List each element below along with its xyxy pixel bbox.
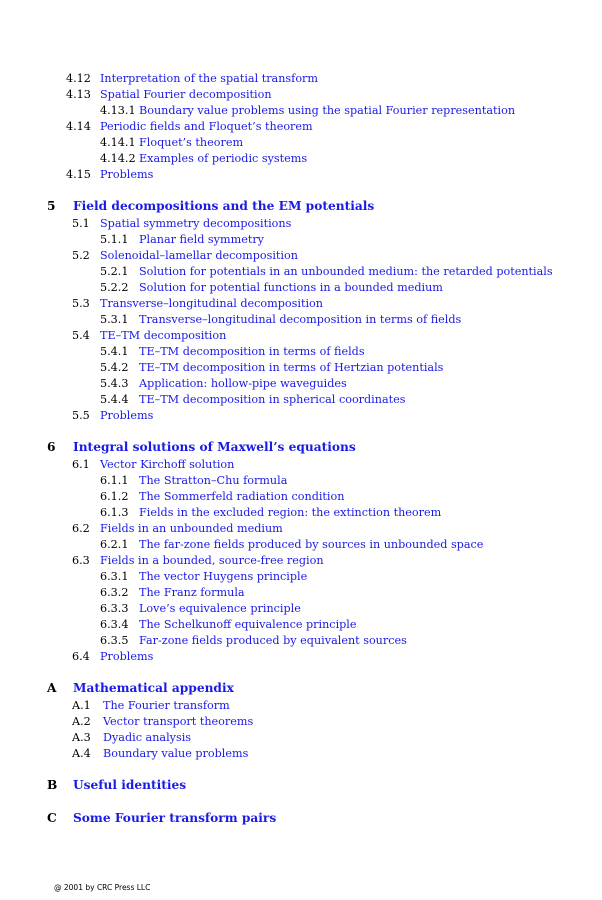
toc-subsection (0, 151, 602, 167)
toc-link[interactable]: Periodic fields and Floquet’s theorem (100, 120, 313, 133)
toc-number: 6.2.1 (100, 538, 129, 551)
toc-link[interactable]: Planar field symmetry (139, 233, 264, 246)
toc-chapter (0, 196, 602, 216)
toc-link[interactable]: Spatial symmetry decompositions (100, 217, 292, 230)
toc-subsection (0, 585, 602, 601)
toc-link[interactable]: Field decompositions and the EM potentials (73, 199, 375, 213)
toc-link[interactable]: Application: hollow-pipe waveguides (139, 377, 347, 390)
toc-link[interactable]: TE–TM decomposition in spherical coordinates (139, 393, 406, 406)
toc-link[interactable]: The Franz formula (139, 586, 245, 599)
toc-link[interactable]: Solution for potentials in an unbounded medium: the retarded potentials (139, 265, 553, 278)
toc-link[interactable]: Spatial Fourier decomposition (100, 88, 272, 101)
toc-number: 5.4.3 (100, 377, 129, 390)
toc-number: 5.2.2 (100, 281, 129, 294)
toc-number: 6.3.3 (100, 602, 129, 615)
toc-link[interactable]: Interpretation of the spatial transform (100, 72, 319, 85)
toc-subsection (0, 103, 602, 119)
toc-number: 6.4 (72, 650, 90, 663)
toc-section (0, 87, 602, 103)
toc-link[interactable]: Some Fourier transform pairs (73, 811, 277, 825)
toc-link[interactable]: TE–TM decomposition in terms of fields (139, 345, 365, 358)
toc-link[interactable]: Dyadic analysis (103, 731, 192, 744)
toc-number: 5.1.1 (100, 233, 129, 246)
toc-number: 6.3.2 (100, 586, 129, 599)
toc-subsection (0, 489, 602, 505)
toc-link[interactable]: Transverse–longitudinal decomposition in terms of fields (139, 313, 462, 326)
toc-section (0, 521, 602, 537)
toc-section (0, 649, 602, 665)
toc-number: 5.2.1 (100, 265, 129, 278)
toc-link[interactable]: Useful identities (73, 778, 187, 792)
toc-number: 4.13 (66, 88, 91, 101)
toc-link[interactable]: Problems (100, 168, 154, 181)
toc-number: 6.3.1 (100, 570, 129, 583)
toc-link[interactable]: The far-zone fields produced by sources in unbounded space (139, 538, 484, 551)
toc-section (0, 119, 602, 135)
toc-section (0, 457, 602, 473)
toc-chapter (0, 808, 602, 828)
toc-chapter (0, 437, 602, 457)
toc-subsection (0, 392, 602, 408)
toc-subsection (0, 280, 602, 296)
toc-number: 6.3.4 (100, 618, 129, 631)
toc-number: 6.1.3 (100, 506, 129, 519)
toc-subsection (0, 633, 602, 649)
toc-chapter (0, 775, 602, 795)
toc-link[interactable]: The vector Huygens principle (139, 570, 308, 583)
toc-number: 5.3 (72, 297, 90, 310)
toc-number: 4.14.2 (100, 152, 136, 165)
toc-number: 5.3.1 (100, 313, 129, 326)
toc-subsection (0, 264, 602, 280)
toc-chapter (0, 678, 602, 698)
toc-link[interactable]: Fields in an unbounded medium (100, 522, 283, 535)
toc-number: 5.4.4 (100, 393, 129, 406)
toc-link[interactable]: Solenoidal–lamellar decomposition (100, 249, 298, 262)
toc-subsection (0, 344, 602, 360)
toc-number: 6.1.1 (100, 474, 129, 487)
toc-link[interactable]: The Fourier transform (103, 699, 230, 712)
toc-number: A (47, 681, 57, 695)
toc-link[interactable]: Love’s equivalence principle (139, 602, 301, 615)
toc-link[interactable]: Examples of periodic systems (139, 152, 308, 165)
toc-link[interactable]: Solution for potential functions in a bounded medium (139, 281, 443, 294)
toc-subsection (0, 232, 602, 248)
toc-number: 5 (47, 199, 56, 213)
toc-section (0, 408, 602, 424)
toc-link[interactable]: The Sommerfeld radiation condition (139, 490, 345, 503)
toc-section (0, 167, 602, 183)
toc-number: A.3 (72, 731, 91, 744)
toc-link[interactable]: Vector transport theorems (103, 715, 254, 728)
toc-subsection (0, 537, 602, 553)
toc-number: 4.13.1 (100, 104, 136, 117)
toc-subsection (0, 601, 602, 617)
toc-subsection (0, 360, 602, 376)
toc-number: 5.1 (72, 217, 90, 230)
toc-subsection (0, 617, 602, 633)
toc-subsection (0, 505, 602, 521)
toc-section (0, 328, 602, 344)
toc-number: 5.5 (72, 409, 90, 422)
toc-section (0, 296, 602, 312)
toc-section (0, 216, 602, 232)
toc-number: 6.3 (72, 554, 90, 567)
toc-link[interactable]: Vector Kirchoff solution (100, 458, 235, 471)
toc-number: 4.14 (66, 120, 91, 133)
toc-number: A.4 (72, 747, 91, 760)
toc-section (0, 714, 602, 730)
toc-number: 6.1 (72, 458, 90, 471)
toc-link[interactable]: Boundary value problems using the spatial Fourier representation (139, 104, 516, 117)
toc-link[interactable]: Floquet’s theorem (139, 136, 244, 149)
toc-subsection (0, 135, 602, 151)
toc-number: B (47, 778, 58, 792)
toc-section (0, 248, 602, 264)
toc-link[interactable]: Far-zone fields produced by equivalent sources (139, 634, 407, 647)
toc-link[interactable]: TE–TM decomposition (100, 329, 227, 342)
toc-link[interactable]: TE–TM decomposition in terms of Hertzian potentials (139, 361, 444, 374)
toc-number: 4.12 (66, 72, 91, 85)
copyright-footer: @ 2001 by CRC Press LLC (54, 883, 151, 892)
toc-section (0, 730, 602, 746)
toc-number: 4.14.1 (100, 136, 136, 149)
toc-number: 6.2 (72, 522, 90, 535)
toc-number: 5.4.2 (100, 361, 129, 374)
toc-subsection (0, 569, 602, 585)
toc-number: C (47, 811, 57, 825)
toc-link[interactable]: Mathematical appendix (73, 681, 234, 695)
toc-number: A.1 (72, 699, 91, 712)
toc-number: 5.4.1 (100, 345, 129, 358)
toc-section (0, 698, 602, 714)
toc-number: 6.3.5 (100, 634, 129, 647)
toc-number: A.2 (72, 715, 91, 728)
toc-section (0, 71, 602, 87)
toc-number: 4.15 (66, 168, 91, 181)
toc-subsection (0, 473, 602, 489)
toc-subsection (0, 312, 602, 328)
toc-section (0, 553, 602, 569)
table-of-contents (0, 71, 602, 828)
toc-link[interactable]: The Schelkunoff equivalence principle (139, 618, 357, 631)
toc-number: 5.2 (72, 249, 90, 262)
toc-number: 5.4 (72, 329, 90, 342)
toc-section (0, 746, 602, 762)
toc-link[interactable]: Transverse–longitudinal decomposition (100, 297, 324, 310)
toc-link[interactable]: Integral solutions of Maxwell’s equations (73, 440, 356, 454)
toc-link[interactable]: Problems (100, 409, 154, 422)
toc-link[interactable]: Boundary value problems (103, 747, 249, 760)
toc-number: 6.1.2 (100, 490, 129, 503)
toc-link[interactable]: Problems (100, 650, 154, 663)
toc-link[interactable]: Fields in the excluded region: the extinction theorem (139, 506, 442, 519)
toc-link[interactable]: Fields in a bounded, source-free region (100, 554, 324, 567)
toc-number: 6 (47, 440, 56, 454)
toc-link[interactable]: The Stratton–Chu formula (139, 474, 288, 487)
toc-subsection (0, 376, 602, 392)
